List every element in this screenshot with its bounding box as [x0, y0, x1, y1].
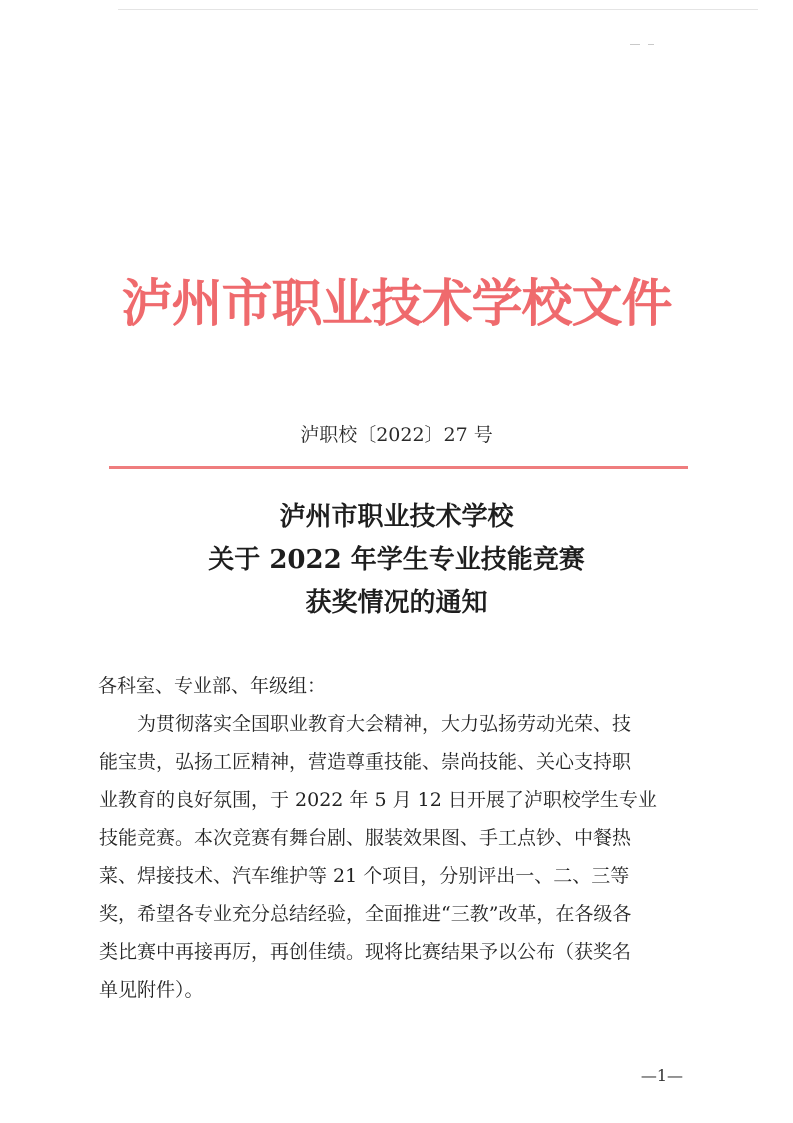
- body-line: 为贯彻落实全国职业教育大会精神，大力弘扬劳动光荣、技: [137, 713, 632, 735]
- body-line: 菜、焊接技术、汽车维护等 21 个项目，分别评出一、二、三等: [99, 865, 630, 887]
- title-line: 获奖情况的通知: [305, 588, 488, 618]
- scan-speck: [648, 44, 654, 45]
- notice-title: [0, 496, 793, 625]
- document-number: 泸职校〔2022〕27 号: [300, 424, 493, 446]
- title-line: 泸州市职业技术学校: [279, 502, 514, 532]
- body-line: 技能竞赛。本次竞赛有舞台剧、服装效果图、手工点钞、中餐热: [99, 827, 632, 849]
- body-line: 能宝贵，弘扬工匠精神，营造尊重技能、崇尚技能、关心支持职: [99, 751, 632, 773]
- body-line: 单见附件）。: [99, 979, 204, 1001]
- scan-speck: [630, 44, 640, 45]
- body-paragraph: [99, 705, 695, 1009]
- body-line: 业教育的良好氛围，于 2022 年 5 月 12 日开展了泸职校学生专业: [99, 789, 657, 811]
- salutation: 各科室、专业部、年级组：: [98, 675, 327, 697]
- title-line: 关于 2022 年学生专业技能竞赛: [208, 545, 585, 575]
- scan-edge-line: [118, 9, 758, 10]
- body-line: 类比赛中再接再厉，再创佳绩。现将比赛结果予以公布（获奖名: [99, 941, 632, 963]
- red-divider-line: [109, 466, 688, 469]
- document-header-title: 泸州市职业技术学校文件: [121, 275, 672, 334]
- page-number: —1—: [640, 1066, 683, 1085]
- body-line: 奖，希望各专业充分总结经验，全面推进“三教”改革，在各级各: [99, 903, 632, 925]
